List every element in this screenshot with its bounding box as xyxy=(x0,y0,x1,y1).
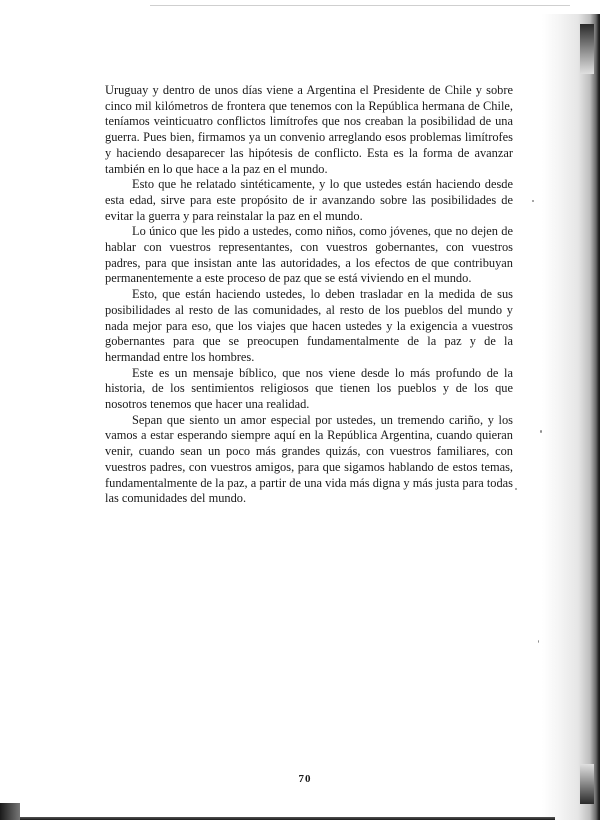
paragraph-5: Este es un mensaje bíblico, que nos viene desde lo más profundo de la historia, de los sentimientos religiosos que tienen los pueblos y de los que nosotros tenemos que hacer una realidad. xyxy=(105,365,513,412)
scan-speck xyxy=(540,430,542,433)
paragraph-3: Lo único que les pido a ustedes, como niños, como jóvenes, que no dejen de hablar con vuestros representantes, con vuestros gobernantes, con vuestros padres, para que insistan ante las autoridades, a los efectos de que contribuyan permanentemente a este proceso de paz que se está viviendo en el mundo. xyxy=(105,224,513,286)
scan-speck xyxy=(532,200,534,202)
page-number: 70 xyxy=(298,773,312,785)
scan-speck xyxy=(538,640,539,643)
scan-edge-right xyxy=(542,14,600,820)
scan-edge-top xyxy=(150,5,570,6)
paragraph-4: Esto, que están haciendo ustedes, lo deben trasladar en la medida de sus posibilidades al resto de las comunidades, al resto de los pueblos del mundo y nada mejor para eso, que los viajes que hacen ustedes y la exigencia a vuestros gobernantes para que se preocupen fundamentalmente de la paz y de la hermandad entre los hombres. xyxy=(105,287,513,364)
paragraph-1: Uruguay y dentro de unos días viene a Argentina el Presidente de Chile y sobre cinco mil kilómetros de frontera que tenemos con la República hermana de Chile, teníamos veinticuatro conflictos limítrofes que nos creaban la posibilidad de una guerra. Pues bien, firmamos ya un convenio arreglando esos problemas limítrofes y haciendo desaparecer las hipótesis de conflicto. Esta es la forma de avanzar también en lo que hace a la paz en el mundo. xyxy=(105,83,513,176)
paragraph-6: Sepan que siento un amor especial por ustedes, un tremendo cariño, y los vamos a estar esperando siempre aquí en la República Argentina, cuando quieran venir, cuando sean un poco más grandes quizás, con vuestros familiares, con vuestros padres, con vuestros amigos, para que sigamos hablando de estos temas, fundamentalmente de la paz, a partir de una vida más digna y más justa para todas las comunidades del mundo. xyxy=(105,412,513,506)
scan-speck xyxy=(515,488,517,490)
paragraph-2: Esto que he relatado sintéticamente, y lo que ustedes están haciendo desde esta edad, sirve para este propósito de ir avanzando sobre las posibilidades de evitar la guerra y para reinstalar la paz en el mundo. xyxy=(105,177,513,223)
scan-edge-bottom xyxy=(10,817,555,820)
body-text xyxy=(105,83,513,507)
